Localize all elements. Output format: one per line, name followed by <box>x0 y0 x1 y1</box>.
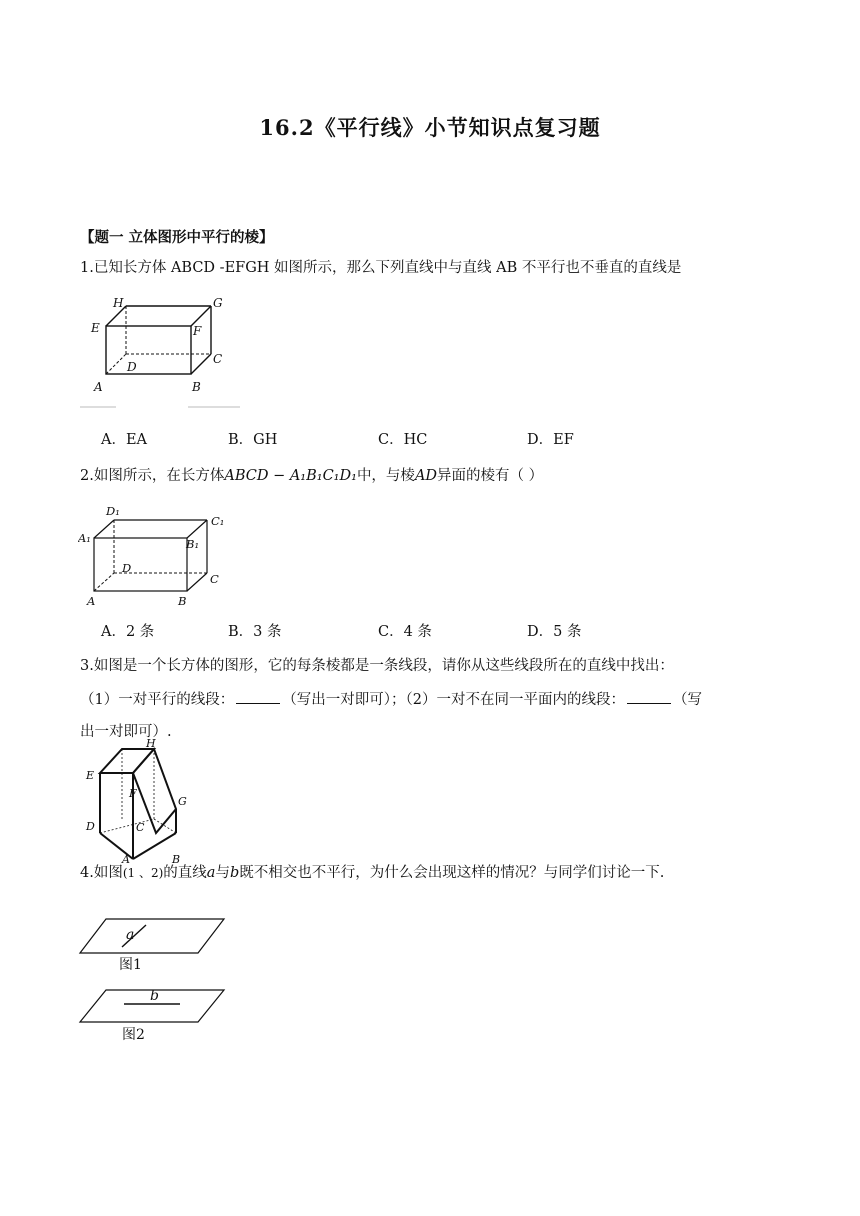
q2-option-c: C．4 条 <box>378 624 432 640</box>
q4-figure-2 <box>80 988 224 1043</box>
q4-fig2-b-label: b <box>150 988 159 1004</box>
question-2-text <box>80 466 543 486</box>
q2-label-d: D <box>122 561 132 575</box>
q2-expr: ABCD − A₁B₁C₁D₁ <box>224 468 357 484</box>
q1-option-c: C．HC <box>378 432 428 448</box>
q2-label-c: C <box>210 572 219 586</box>
q2-cuboid-figure <box>78 505 238 613</box>
q4-line-b: b <box>229 865 240 881</box>
q3-part1-label: （1）一对平行的线段： <box>80 692 235 708</box>
q4-fig1-a-label: a <box>126 927 135 943</box>
q2-label-b: B <box>178 594 187 608</box>
q4-prefix: 4.如图 <box>80 865 123 881</box>
q3-label-a: A <box>122 853 130 865</box>
q3-label-b: B <box>172 853 181 865</box>
q3-label-c: C <box>136 821 145 834</box>
q4-and: 与 <box>215 865 230 881</box>
q1-option-d: D．EF <box>527 432 574 448</box>
q4-figures <box>78 915 228 1045</box>
question-3-line-1: 3.如图是一个长方体的图形，它的每条棱都是一条线段，请你从这些线段所在的直线中找出： <box>80 658 674 674</box>
question-3-line-3: 出一对即可）. <box>80 724 172 740</box>
q4-suffix: 既不相交也不平行，为什么会出现这样的情况？与同学们讨论一下. <box>239 865 665 881</box>
q1-front-face <box>106 326 191 374</box>
q1-label-a: A <box>94 380 103 394</box>
q3-blank-2[interactable] <box>627 689 671 704</box>
q3-part2-label: （写出一对即可）；（2）一对不在同一平面内的线段： <box>282 692 625 708</box>
q3-label-d: D <box>86 820 95 833</box>
q2-option-b: B．3 条 <box>228 624 282 640</box>
q4-fig1-caption: 图1 <box>119 957 142 973</box>
q1-label-f: F <box>193 324 202 338</box>
q2-option-d: D．5 条 <box>527 624 582 640</box>
q3-blank-1[interactable] <box>236 689 280 704</box>
section-heading: 【题一 立体图形中平行的棱】 <box>80 229 274 246</box>
q1-label-c: C <box>213 352 223 366</box>
q2-label-b1: B₁ <box>186 537 200 551</box>
q2-middle: 中，与棱 <box>356 468 415 484</box>
q2-prefix: 2.如图所示，在长方体 <box>80 468 225 484</box>
question-3-line-2 <box>80 689 702 710</box>
q1-cuboid-figure <box>80 293 250 411</box>
q1-label-h: H <box>113 296 124 310</box>
q4-plane-1 <box>80 919 224 953</box>
q2-suffix: 异面的棱有（ ） <box>437 468 544 484</box>
question-4-text <box>80 863 664 883</box>
q2-front-face <box>94 538 187 591</box>
q2-label-c1: C₁ <box>211 514 225 528</box>
q1-label-d: D <box>127 360 137 374</box>
q2-option-a: A．2 条 <box>101 624 155 640</box>
q2-label-a: A <box>87 594 96 608</box>
q4-middle: 的直线 <box>163 865 207 881</box>
q4-line-a: a <box>206 865 216 881</box>
q1-label-g: G <box>213 296 223 310</box>
q3-label-g: G <box>178 795 187 808</box>
q4-fig2-caption: 图2 <box>122 1027 145 1043</box>
q3-top-face <box>100 749 154 773</box>
q1-label-b: B <box>192 380 201 394</box>
q2-edge: AD <box>414 468 438 484</box>
q3-part2-tail: （写 <box>672 692 702 708</box>
q1-option-b: B．GH <box>228 432 278 448</box>
q4-fig-ref: (1 、2) <box>122 866 164 880</box>
q1-label-e: E <box>91 321 100 335</box>
question-1-text: 1.已知长方体 ABCD -EFGH 如图所示，那么下列直线中与直线 AB 不平行也不垂直的直线是 <box>80 260 682 276</box>
q3-label-e: E <box>86 769 95 782</box>
q3-label-h: H <box>146 737 156 750</box>
q4-figure-1 <box>80 919 224 973</box>
q1-option-a: A．EA <box>101 432 148 448</box>
page-title: 16.2《平行线》小节知识点复习题 <box>259 115 601 140</box>
q3-cuboid-figure <box>84 735 204 865</box>
q3-label-f: F <box>129 787 137 800</box>
q2-label-a1: A₁ <box>78 531 91 545</box>
q2-label-d1: D₁ <box>106 505 120 518</box>
